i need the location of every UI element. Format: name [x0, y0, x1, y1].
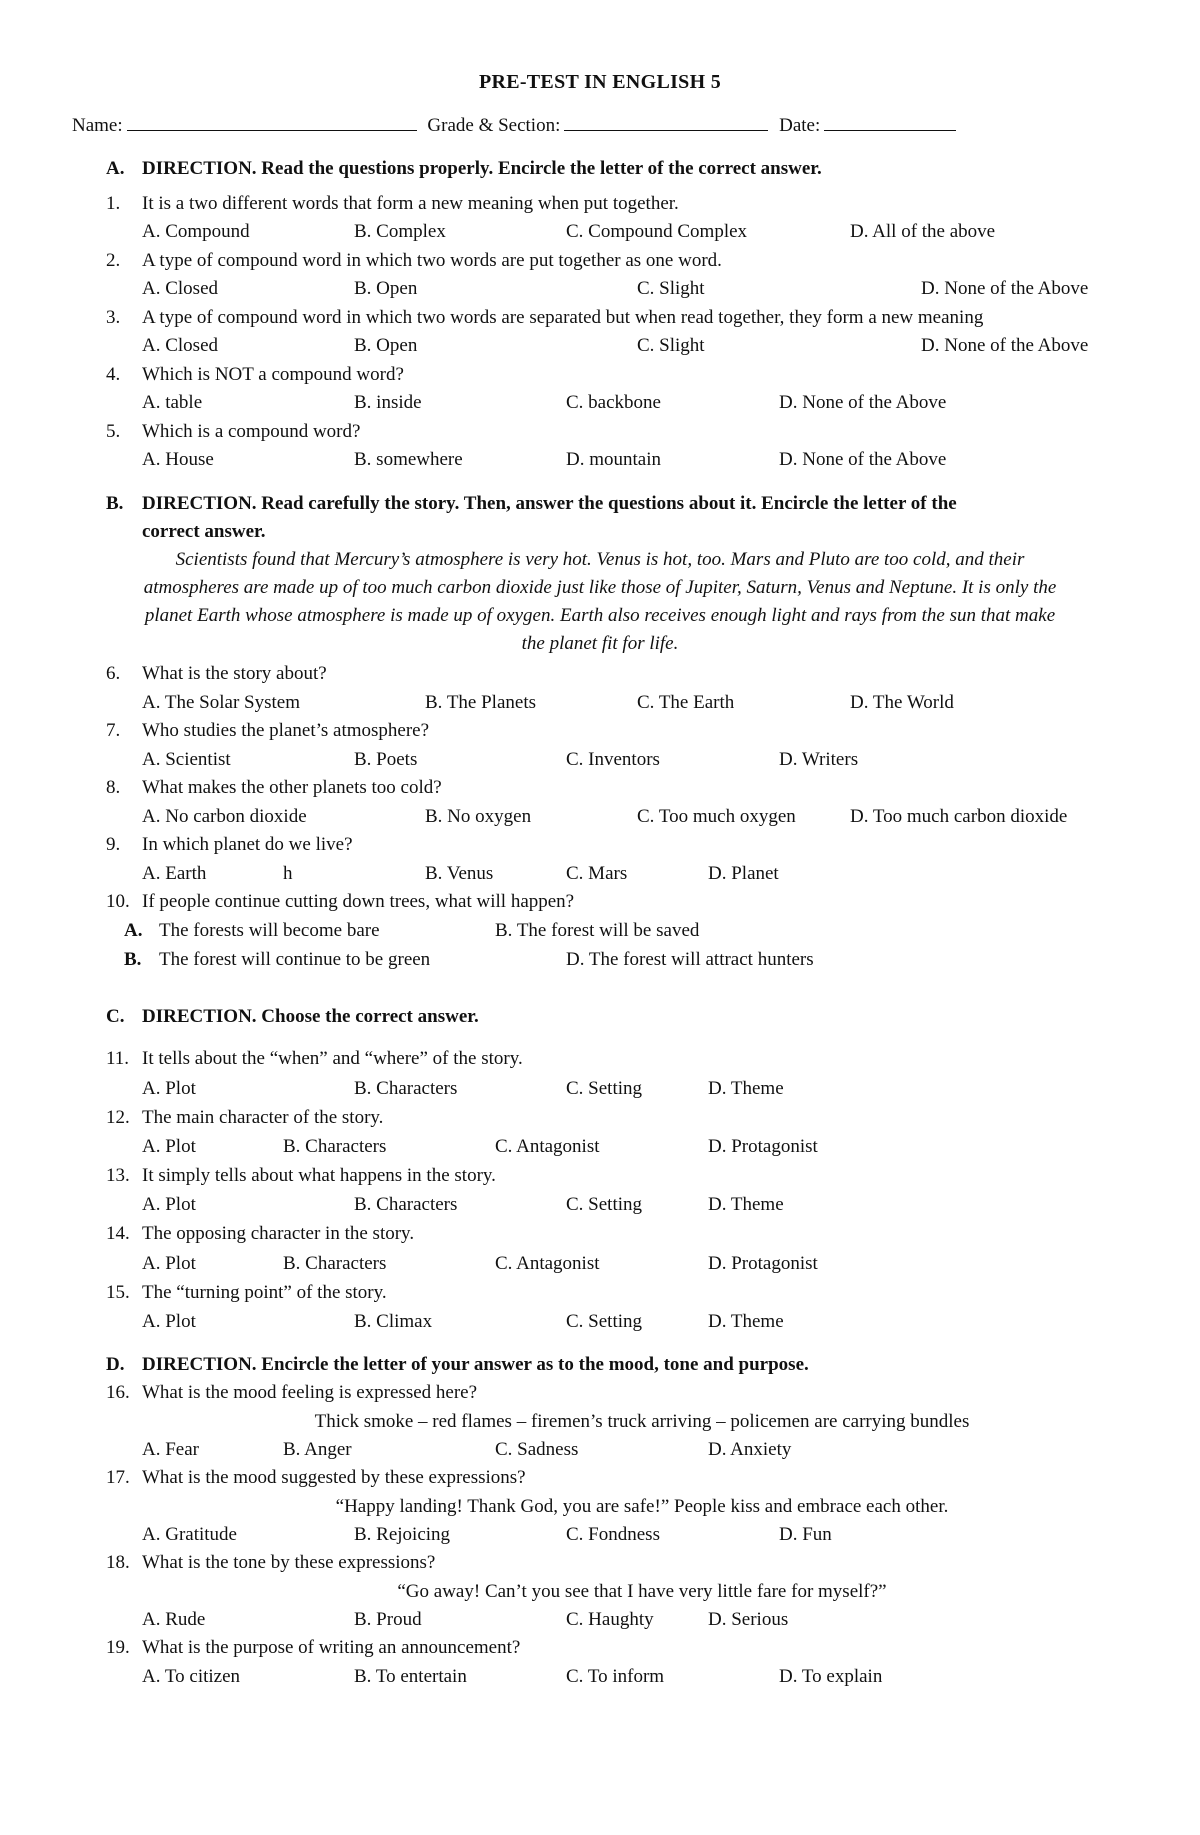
option-b[interactable]: B. No oxygen: [425, 806, 532, 827]
option-c[interactable]: C. Sadness: [495, 1439, 579, 1460]
question-text: Which is a compound word?: [142, 421, 361, 442]
question-text: The opposing character in the story.: [142, 1223, 415, 1244]
option-a[interactable]: A. No carbon dioxide: [142, 806, 307, 827]
question-number: 9.: [106, 834, 121, 855]
option-a-letter: A.: [124, 920, 143, 941]
question-10-options-row1: [124, 917, 1124, 945]
option-b[interactable]: B. Characters: [354, 1194, 458, 1215]
option-c[interactable]: C. Haughty: [566, 1609, 654, 1630]
option-c[interactable]: C. Inventors: [566, 749, 660, 770]
question-number: 8.: [106, 777, 121, 798]
question-number: 11.: [106, 1048, 130, 1069]
question-text: What is the story about?: [142, 663, 327, 684]
option-b[interactable]: B. inside: [354, 392, 422, 413]
grade-section-label: Grade & Section:: [427, 115, 561, 136]
page-title: PRE-TEST IN ENGLISH 5: [478, 71, 722, 93]
question-7: [106, 717, 429, 745]
option-c[interactable]: C. Compound Complex: [566, 221, 748, 242]
question-12-options: [142, 1133, 1142, 1161]
section-letter: D.: [106, 1354, 125, 1375]
question-number: 3.: [106, 307, 121, 328]
option-d[interactable]: D. Fun: [779, 1524, 832, 1545]
question-number: 19.: [106, 1637, 130, 1658]
grade-section-blank[interactable]: [564, 112, 768, 131]
option-b[interactable]: B. Anger: [283, 1439, 352, 1460]
option-b[interactable]: B. Complex: [354, 221, 446, 242]
option-d[interactable]: D. None of the Above: [921, 335, 1089, 356]
question-18-options: [142, 1606, 1142, 1634]
option-b[interactable]: B. Characters: [354, 1078, 458, 1099]
option-b[interactable]: B. Proud: [354, 1609, 422, 1630]
section-a-direction: [106, 155, 1126, 183]
question-text: The “turning point” of the story.: [142, 1282, 387, 1303]
option-a[interactable]: A. Earth: [142, 863, 207, 884]
question-text: What is the purpose of writing an announcement?: [142, 1637, 521, 1658]
question-8-options: [142, 803, 1142, 831]
option-c[interactable]: C. Setting: [566, 1078, 643, 1099]
question-5: [106, 418, 360, 446]
question-3-options: [142, 332, 1142, 360]
option-a[interactable]: A. Plot: [142, 1253, 196, 1274]
option-d[interactable]: D. To explain: [779, 1666, 883, 1687]
question-1-options: [142, 218, 1142, 246]
question-15: [106, 1279, 387, 1307]
option-d[interactable]: D. Protagonist: [708, 1253, 818, 1274]
option-d[interactable]: D. Too much carbon dioxide: [850, 806, 1068, 827]
student-info-header: [72, 112, 962, 140]
question-10: [106, 888, 574, 916]
question-13: [106, 1162, 496, 1190]
option-c[interactable]: C. Slight: [637, 335, 705, 356]
name-blank[interactable]: [127, 112, 417, 131]
question-6: [106, 660, 327, 688]
question-number: 5.: [106, 421, 121, 442]
story-line: planet Earth whose atmosphere is made up of oxygen. Earth also receives enough light and rays from the sun that make: [144, 605, 1056, 626]
option-c[interactable]: C. Antagonist: [495, 1253, 600, 1274]
option-c[interactable]: D. mountain: [566, 449, 661, 470]
question-8: [106, 774, 442, 802]
question-number: 17.: [106, 1467, 130, 1488]
option-b[interactable]: B. Poets: [354, 749, 418, 770]
option-a[interactable]: A. Plot: [142, 1136, 196, 1157]
section-d-direction: [106, 1351, 1126, 1379]
story-line: atmospheres are made up of too much carbon dioxide just like those of Jupiter, Saturn, Venus and Neptune. It is only the: [143, 577, 1057, 598]
question-11: [106, 1045, 523, 1073]
option-b[interactable]: B. The Planets: [425, 692, 537, 713]
question-12: [106, 1104, 383, 1132]
option-b[interactable]: B. Open: [354, 335, 418, 356]
option-d[interactable]: D. None of the Above: [779, 449, 947, 470]
section-b-direction: [106, 490, 1126, 546]
option-d[interactable]: D. Theme: [708, 1078, 784, 1099]
option-c[interactable]: C. Setting: [566, 1311, 643, 1332]
story-line: the planet fit for life.: [521, 633, 679, 654]
option-a[interactable]: A. Rude: [142, 1609, 206, 1630]
option-c[interactable]: C. Setting: [566, 1194, 643, 1215]
question-16: [106, 1379, 477, 1407]
option-d[interactable]: D. Serious: [708, 1609, 789, 1630]
direction-text: DIRECTION. Encircle the letter of your answer as to the mood, tone and purpose.: [142, 1354, 809, 1375]
option-a[interactable]: A. Fear: [142, 1439, 199, 1460]
question-number: 2.: [106, 250, 121, 271]
option-c[interactable]: C. The Earth: [637, 692, 735, 713]
question-text: It is a two different words that form a new meaning when put together.: [142, 193, 679, 214]
question-11-options: [142, 1075, 1142, 1103]
question-text: Who studies the planet’s atmosphere?: [142, 720, 430, 741]
question-10-options-row2: [124, 946, 1124, 974]
direction-text: DIRECTION. Read the questions properly. Encircle the letter of the correct answer.: [142, 158, 822, 179]
question-16-options: [142, 1436, 1142, 1464]
question-text: Which is NOT a compound word?: [142, 364, 404, 385]
question-text: In which planet do we live?: [142, 834, 353, 855]
question-number: 4.: [106, 364, 121, 385]
option-c[interactable]: C. Fondness: [566, 1524, 660, 1545]
question-1: [106, 190, 679, 218]
option-b[interactable]: B. somewhere: [354, 449, 463, 470]
section-letter: B.: [106, 493, 124, 514]
option-c[interactable]: C. Antagonist: [495, 1136, 600, 1157]
option-a[interactable]: A. Compound: [142, 221, 250, 242]
stray-character: h: [283, 863, 293, 884]
question-16-quote: Thick smoke – red flames – firemen’s truck arriving – policemen are carrying bundles: [314, 1411, 970, 1432]
question-6-options: [142, 689, 1142, 717]
question-18: [106, 1549, 435, 1577]
question-14-options: [142, 1250, 1142, 1278]
question-text: What is the mood suggested by these expressions?: [142, 1467, 526, 1488]
question-text: It simply tells about what happens in the story.: [142, 1165, 496, 1186]
option-d[interactable]: D. Anxiety: [708, 1439, 792, 1460]
option-d[interactable]: D. Theme: [708, 1194, 784, 1215]
question-text: What makes the other planets too cold?: [142, 777, 442, 798]
option-d[interactable]: D. None of the Above: [921, 278, 1089, 299]
question-15-options: [142, 1308, 1142, 1336]
option-b[interactable]: B. The forest will be saved: [495, 920, 700, 941]
section-letter: A.: [106, 158, 125, 179]
question-text: What is the tone by these expressions?: [142, 1552, 436, 1573]
option-a[interactable]: A. To citizen: [142, 1666, 241, 1687]
option-a[interactable]: A. table: [142, 392, 203, 413]
option-d[interactable]: D. All of the above: [850, 221, 996, 242]
option-d[interactable]: D. The World: [850, 692, 954, 713]
question-3: [106, 304, 983, 332]
question-number: 15.: [106, 1282, 130, 1303]
question-text: It tells about the “when” and “where” of the story.: [142, 1048, 523, 1069]
option-d[interactable]: D. Protagonist: [708, 1136, 818, 1157]
story-line: Scientists found that Mercury’s atmosphere is very hot. Venus is hot, too. Mars and Pluto are too cold, and their: [175, 549, 1025, 570]
option-a[interactable]: A. Plot: [142, 1311, 196, 1332]
question-17-options: [142, 1521, 1142, 1549]
question-2: [106, 247, 722, 275]
question-19-options: [142, 1663, 1142, 1691]
option-d[interactable]: D. Writers: [779, 749, 859, 770]
question-17-quote: “Happy landing! Thank God, you are safe!” People kiss and embrace each other.: [335, 1496, 949, 1517]
name-label: Name:: [72, 115, 123, 136]
option-d[interactable]: D. The forest will attract hunters: [566, 949, 814, 970]
question-number: 18.: [106, 1552, 130, 1573]
question-number: 13.: [106, 1165, 130, 1186]
option-a[interactable]: The forests will become bare: [159, 920, 380, 941]
option-d[interactable]: D. Theme: [708, 1311, 784, 1332]
question-14: [106, 1220, 414, 1248]
story-passage: [72, 546, 1128, 658]
option-c[interactable]: C. Too much oxygen: [637, 806, 796, 827]
option-b[interactable]: B. To entertain: [354, 1666, 467, 1687]
direction-text-line1: DIRECTION. Read carefully the story. Then, answer the questions about it. Encircle the letter of the: [142, 493, 957, 514]
option-c[interactable]: C. backbone: [566, 392, 661, 413]
option-d[interactable]: D. Planet: [708, 863, 779, 884]
question-number: 7.: [106, 720, 121, 741]
section-letter: C.: [106, 1006, 125, 1027]
option-a[interactable]: A. Closed: [142, 278, 218, 299]
option-a[interactable]: A. Gratitude: [142, 1524, 237, 1545]
option-a[interactable]: A. Plot: [142, 1078, 196, 1099]
option-b[interactable]: B. Characters: [283, 1253, 387, 1274]
option-a[interactable]: A. Plot: [142, 1194, 196, 1215]
option-d[interactable]: D. None of the Above: [779, 392, 947, 413]
question-number: 10.: [106, 891, 130, 912]
question-text: A type of compound word in which two words are separated but when read together, they form a new meaning: [142, 307, 984, 328]
option-c[interactable]: C. Slight: [637, 278, 705, 299]
option-b[interactable]: B. Venus: [425, 863, 494, 884]
option-b[interactable]: B. Climax: [354, 1311, 433, 1332]
question-4: [106, 361, 404, 389]
option-b[interactable]: B. Rejoicing: [354, 1524, 451, 1545]
question-text: What is the mood feeling is expressed here?: [142, 1382, 478, 1403]
question-text: The main character of the story.: [142, 1107, 384, 1128]
question-2-options: [142, 275, 1142, 303]
question-number: 6.: [106, 663, 121, 684]
option-c-letter: B.: [124, 949, 142, 970]
question-7-options: [142, 746, 1142, 774]
question-9-options: [142, 860, 1142, 888]
question-number: 1.: [106, 193, 121, 214]
question-number: 14.: [106, 1223, 130, 1244]
option-a[interactable]: A. Scientist: [142, 749, 231, 770]
question-13-options: [142, 1191, 1142, 1219]
question-4-options: [142, 389, 1142, 417]
option-a[interactable]: A. The Solar System: [142, 692, 300, 713]
question-number: 12.: [106, 1107, 130, 1128]
section-c-direction: [106, 1003, 1126, 1031]
question-9: [106, 831, 353, 859]
option-b[interactable]: B. Characters: [283, 1136, 387, 1157]
question-5-options: [142, 446, 1142, 474]
question-19: [106, 1634, 520, 1662]
question-number: 16.: [106, 1382, 130, 1403]
date-label: Date:: [779, 115, 821, 136]
question-17: [106, 1464, 526, 1492]
question-text: If people continue cutting down trees, what will happen?: [142, 891, 575, 912]
option-a[interactable]: A. House: [142, 449, 214, 470]
direction-text-line2: correct answer.: [142, 521, 266, 542]
option-b[interactable]: B. Open: [354, 278, 418, 299]
question-text: A type of compound word in which two words are put together as one word.: [142, 250, 722, 271]
date-blank[interactable]: [824, 112, 956, 131]
option-c[interactable]: C. Mars: [566, 863, 628, 884]
option-c[interactable]: The forest will continue to be green: [159, 949, 431, 970]
direction-text: DIRECTION. Choose the correct answer.: [142, 1006, 479, 1027]
question-18-quote: “Go away! Can’t you see that I have very little fare for myself?”: [397, 1581, 887, 1602]
option-a[interactable]: A. Closed: [142, 335, 218, 356]
option-c[interactable]: C. To inform: [566, 1666, 665, 1687]
